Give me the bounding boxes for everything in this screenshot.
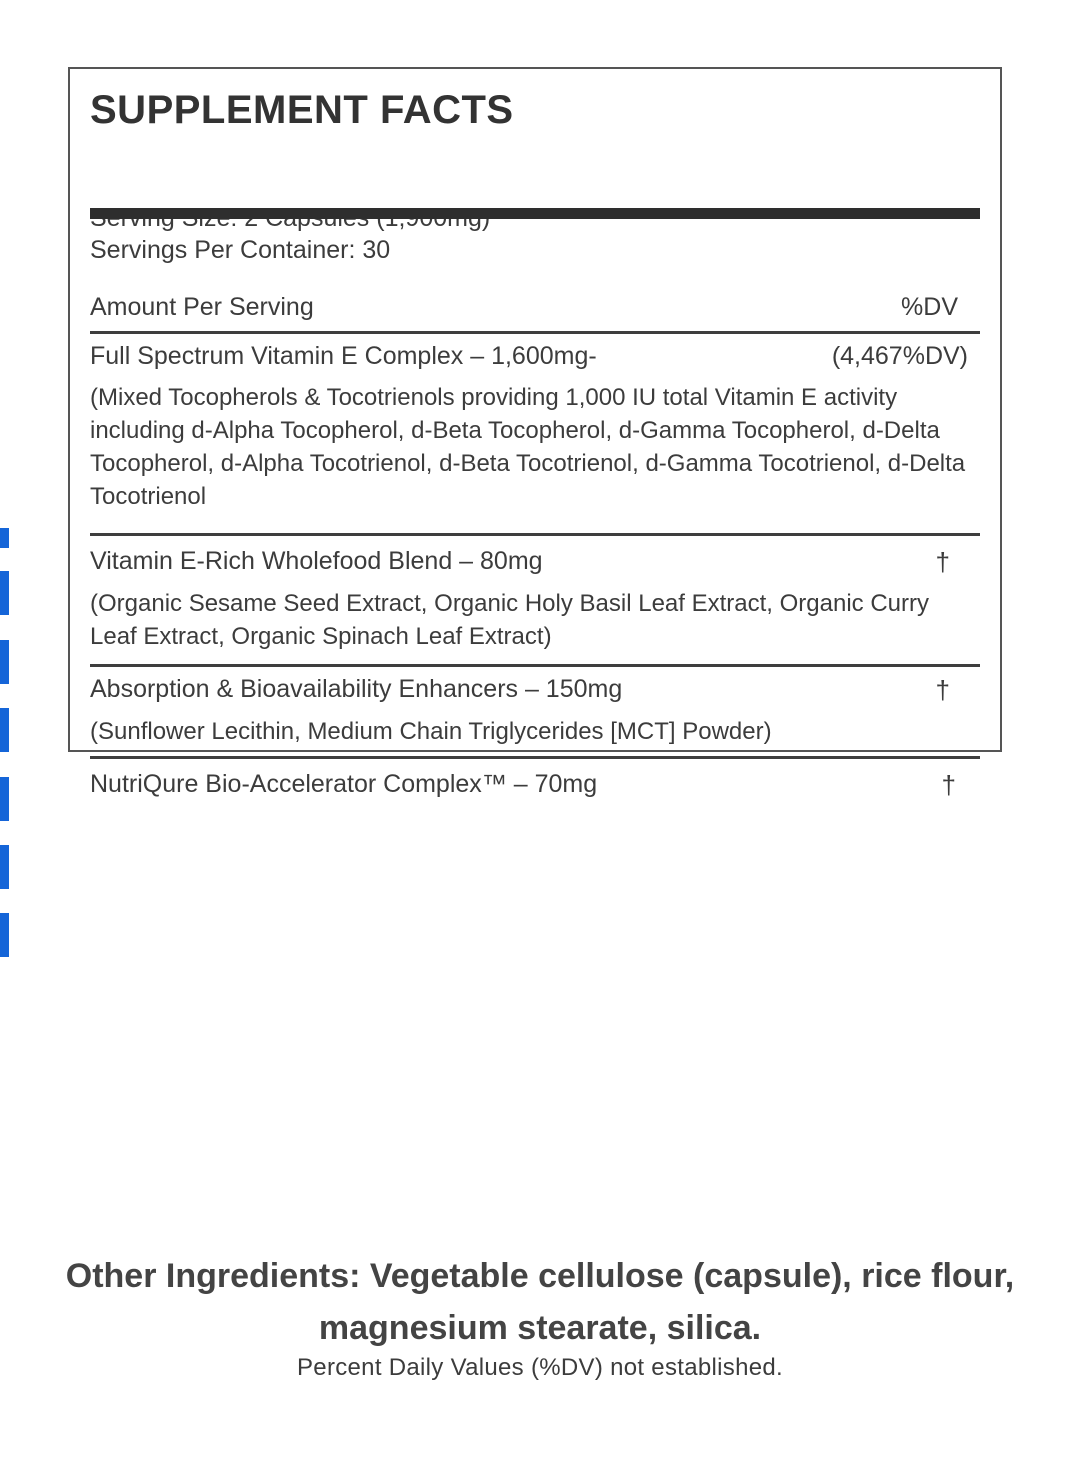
ingredient-description: (Mixed Tocopherols & Tocotrienols providing 1,000 IU total Vitamin E activity including d-Alpha Tocopherol, d-Beta Tocopherol, d-Gamma Tocopherol, d-Delta Tocopherol, d-Alpha Tocotrienol, d-Beta Tocotrienol, d-Gamma Tocotrienol, d-Delta Tocotrienol (90, 384, 966, 510)
blue-edge-mark (0, 913, 9, 957)
blue-edge-mark (0, 845, 9, 889)
divider (90, 533, 980, 536)
ingredient-name: Full Spectrum Vitamin E Complex – 1,600mg- (90, 342, 597, 370)
divider (90, 331, 980, 334)
ingredient-name: Vitamin E-Rich Wholefood Blend – 80mg (90, 547, 543, 575)
ingredient-dv: (4,467%DV) (831, 342, 968, 370)
ingredient-dv: † (935, 675, 950, 705)
ingredient-name: Absorption & Bioavailability Enhancers – 150mg (90, 675, 623, 703)
thick-divider (90, 208, 980, 219)
blue-edge-mark (0, 777, 9, 821)
ingredient-name: NutriQure Bio-Accelerator Complex™ – 70mg (90, 770, 598, 798)
dv-header: %DV (901, 293, 958, 321)
ingredient-dv: † (935, 547, 950, 577)
supplement-facts-panel (68, 67, 1002, 800)
divider (90, 756, 980, 759)
other-ingredients: Other Ingredients: Vegetable cellulose (capsule), rice flour, magnesium stearate, silica. (65, 1257, 1015, 1347)
facts-title: SUPPLEMENT FACTS (90, 88, 514, 132)
blue-edge-mark (0, 528, 9, 548)
ingredient-description: (Organic Sesame Seed Extract, Organic Holy Basil Leaf Extract, Organic Curry Leaf Extract, Organic Spinach Leaf Extract) (90, 590, 929, 650)
divider (90, 664, 980, 667)
dv-note: Percent Daily Values (%DV) not established. (296, 1354, 783, 1381)
blue-edge-mark (0, 640, 9, 684)
servings-per-container: Servings Per Container: 30 (90, 236, 391, 264)
amount-per-serving-header: Amount Per Serving (90, 293, 314, 321)
blue-edge-mark (0, 571, 9, 615)
ingredient-dv: † (941, 770, 956, 800)
ingredient-description: (Sunflower Lecithin, Medium Chain Triglycerides [MCT] Powder) (90, 718, 772, 745)
blue-edge-mark (0, 708, 9, 752)
